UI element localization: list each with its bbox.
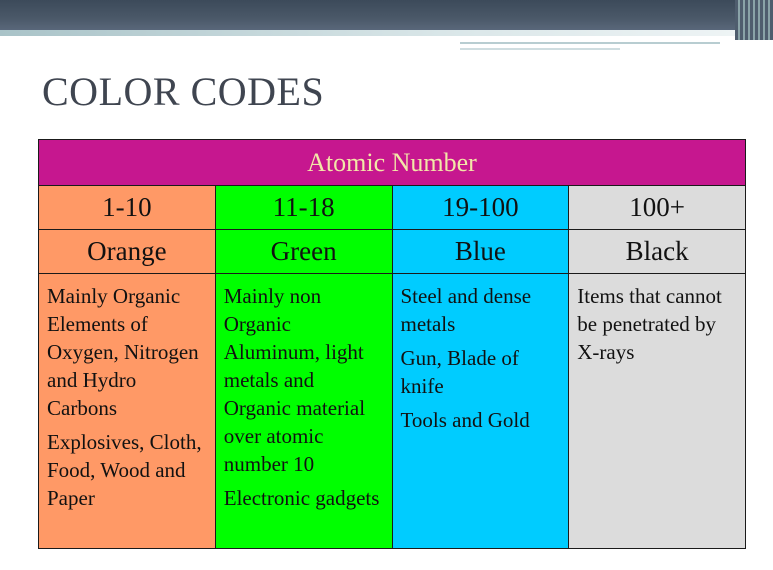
description-paragraph: Electronic gadgets: [223, 486, 380, 510]
description-paragraph: Tools and Gold: [400, 408, 530, 432]
description-cell-orange: [39, 274, 216, 549]
range-row: [39, 186, 746, 230]
color-name-cell-orange: Orange: [39, 230, 216, 274]
color-name-cell-green: Green: [215, 230, 392, 274]
color-codes-table: [38, 139, 746, 549]
description-cell-blue: [392, 274, 569, 549]
range-cell-blue: 19-100: [392, 186, 569, 230]
range-cell-orange: 1-10: [39, 186, 216, 230]
description-paragraph: Mainly Organic Elements of Oxygen, Nitrogen and Hydro Carbons: [47, 284, 199, 420]
description-paragraph: Items that cannot be penetrated by X-rays: [577, 284, 722, 364]
header-stripes: [735, 0, 773, 40]
table-header-atomic-number: Atomic Number: [39, 140, 746, 186]
table-header-row: [39, 140, 746, 186]
header-accent-line: [460, 48, 620, 50]
description-cell-green: [215, 274, 392, 549]
range-cell-green: 11-18: [215, 186, 392, 230]
slide-header-decoration: [0, 0, 773, 40]
description-cell-black: [569, 274, 746, 549]
description-row: [39, 274, 746, 549]
header-band-dark: [0, 0, 735, 30]
description-paragraph: Steel and dense metals: [400, 284, 532, 336]
range-cell-black: 100+: [569, 186, 746, 230]
slide-title: COLOR CODES: [42, 69, 325, 114]
description-paragraph: Explosives, Cloth, Food, Wood and Paper: [47, 430, 202, 510]
color-name-cell-blue: Blue: [392, 230, 569, 274]
description-paragraph: Mainly non Organic Aluminum, light metals and Organic material over atomic number 10: [223, 284, 366, 476]
header-band-light: [0, 30, 735, 36]
description-paragraph: Gun, Blade of knife: [400, 346, 519, 398]
color-name-cell-black: Black: [569, 230, 746, 274]
color-name-row: [39, 230, 746, 274]
header-accent-line: [460, 42, 720, 44]
